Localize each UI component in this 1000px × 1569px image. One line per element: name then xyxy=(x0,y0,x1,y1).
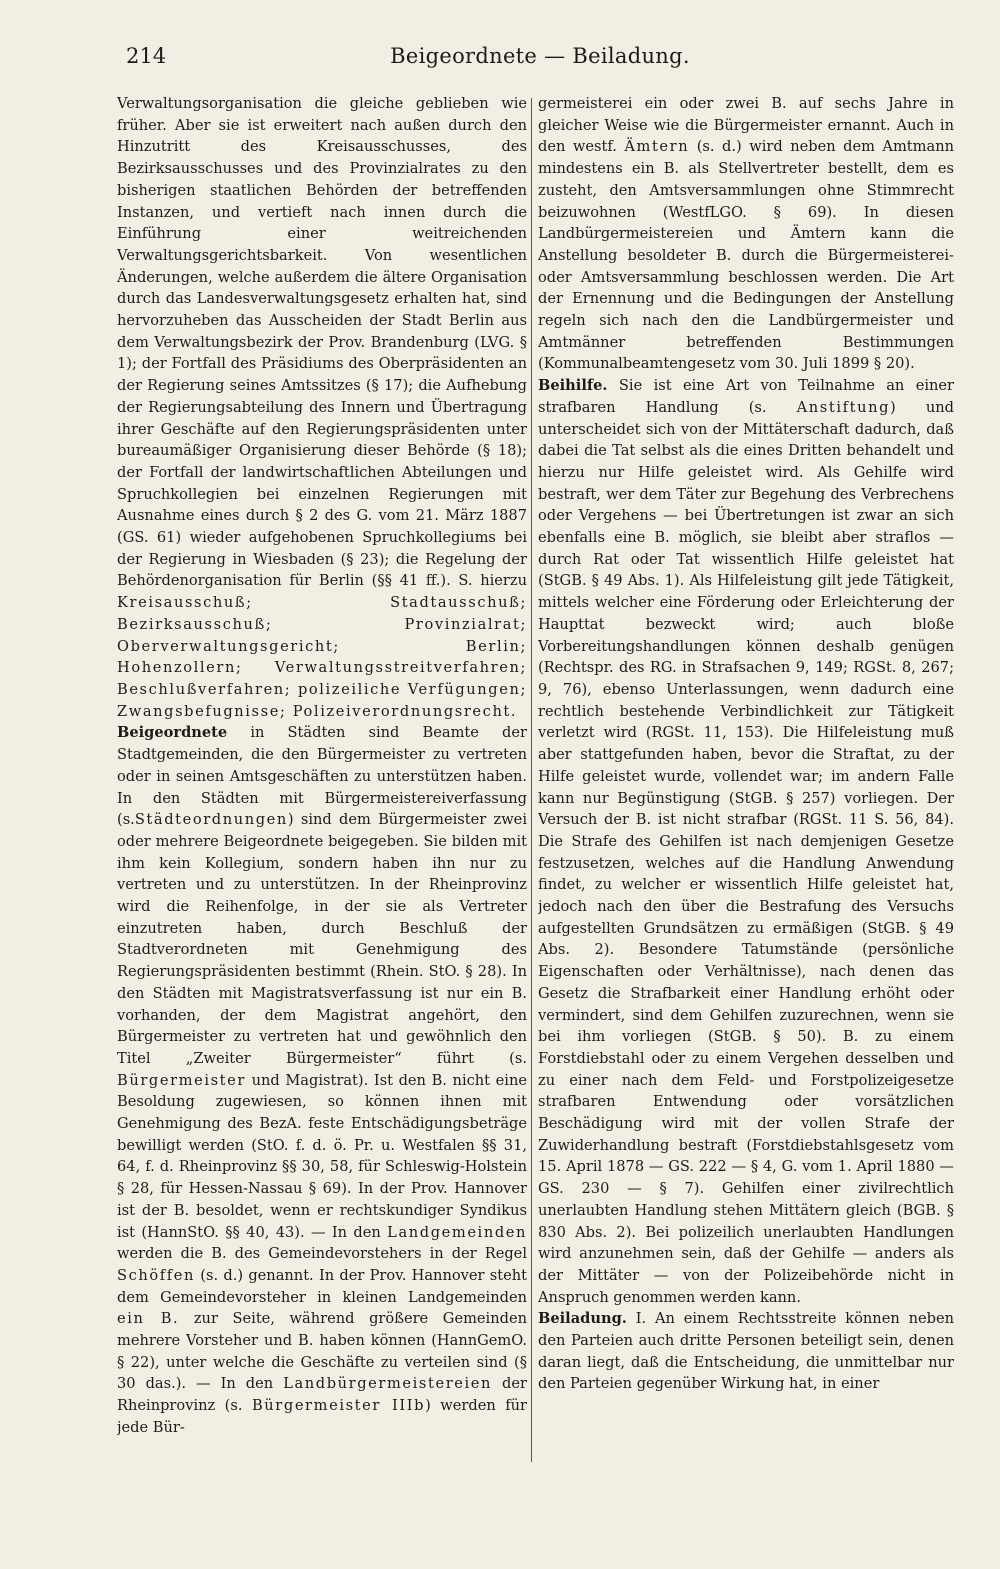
entry-text: (s. d.) genannt. In der Prov. Hannover steht dem Gemeindevorsteher in kleinen Landgemeinden xyxy=(117,1266,527,1306)
column-divider xyxy=(531,98,532,1462)
entry-headword: Beiladung. xyxy=(538,1310,627,1328)
cross-reference: Kreisausschuß; Stadtausschuß; Bezirksausschuß; Provinzialrat; Oberverwaltungsgericht; Berlin; Hohenzollern; Verwaltungsstreitverfahren; Beschlußverfahren; polizeiliche Verfügungen; Zwangsbefugnisse; Polizeiverordnungsrecht. xyxy=(117,594,527,720)
cross-reference: Bürgermeister IIIb xyxy=(251,1397,426,1415)
paragraph-text: (s. d.) wird neben dem Amtmann mindestens ein B. als Stellvertreter bestellt, dem es zusteht, den Amtsversammlungen ohne Stimmrecht beizuwohnen (WestfLGO. § 69). In diesen Landbürgermeistereien und Ämtern kann die Anstellung besoldeter B. durch die Bürgermeisterei- oder Amtsversammlung beschlossen werden. Die Art der Ernennung und die Bedingungen der Anstellung regeln sich nach den die Landbürgermeister und Amtmänner betreffenden Bestimmungen (Kommunalbeamtengesetz vom 30. Juli 1899 § 20). xyxy=(538,138,954,373)
cross-reference: Anstiftung xyxy=(796,398,891,416)
entry-text: Sie ist eine Art von Teilnahme an einer strafbaren Handlung (s. xyxy=(538,377,954,416)
entry-text: I. An einem Rechtsstreite können neben den Parteien auch dritte Personen beteiligt sein, denen daran liegt, daß die Entscheidung, die unmittelbar nur den Parteien gegenüber Wirkung hat, in einer xyxy=(538,1310,954,1393)
entry-beigeordnete xyxy=(117,722,527,1438)
entry-text: ) sind dem Bürgermeister zwei oder mehrere Beigeordnete beigegeben. Sie bilden mit ihm kein Kollegium, sondern haben ihn nur zu vertreten und zu unterstützen. In der Rheinprovinz wird die Reihenfolge, in der sie als Vertreter einzutreten haben, durch Beschluß der Stadtverordneten mit Genehmigung des Regierungspräsidenten bestimmt (Rhein. StO. § 28). In den Städten mit Magistratsverfassung ist nur ein B. vorhanden, der dem Magistrat angehört, den Bürgermeister zu vertreten hat und gewöhnlich den Titel „Zweiter Bürgermeister“ führt (s. xyxy=(117,811,527,1067)
page-number: 214 xyxy=(126,44,167,68)
running-head: Beigeordnete — Beiladung. xyxy=(390,44,690,68)
cross-reference: Bürgermeister xyxy=(117,1071,246,1089)
entry-text: ) werden für jede Bür- xyxy=(117,1397,527,1436)
paragraph-text: Verwaltungsorganisation die gleiche geblieben wie früher. Aber sie ist erweitert nach außen durch den Hinzutritt des Kreisausschusses, des Bezirksausschusses und des Provinzialrates zu den bisherigen staatlichen Behörden der betreffenden Instanzen, und vertieft nach innen durch die Einführung einer weitreichenden Verwaltungsgerichtsbarkeit. Von wesentlichen Änderungen, welche außerdem die ältere Organisation durch das Landesverwaltungsgesetz erhalten hat, sind hervorzuheben das Ausscheiden der Stadt Berlin aus dem Verwaltungsbezirk der Prov. Brandenburg (LVG. § 1); der Fortfall des Präsidiums des Oberpräsidenten an der Regierung seines Amtssitzes (§ 17); die Aufhebung der Regierungsabteilung des Innern und Übertragung ihrer Geschäfte auf den Regierungspräsidenten unter bureaumäßiger Organisierung dieser Behörde (§ 18); der Fortfall der landwirtschaftlichen Abteilungen und Spruchkollegien bei einzelnen Regierungen mit Ausnahme eines durch § 2 des G. vom 21. März 1887 (GS. 61) wieder aufgehobenen Spruchkollegiums bei der Regierung in Wiesbaden (§ 23); die Regelung der Behördenorganisation für Berlin (§§ 41 ff.). S. hierzu xyxy=(117,95,527,590)
cross-reference: Landbürgermeistereien xyxy=(283,1375,493,1393)
entry-text: werden die B. des Gemeindevorstehers in der Regel xyxy=(117,1245,527,1263)
entry-beiladung xyxy=(538,1308,954,1395)
entry-headword: Beihilfe. xyxy=(538,377,608,395)
cross-reference: Städteordnungen xyxy=(134,811,288,829)
entry-headword: Beigeordnete xyxy=(117,724,228,742)
entry-text: und Magistrat). Ist den B. nicht eine Besoldung zugewiesen, so können ihnen mit Genehmigung des BezA. feste Entschädigungsbeträge bewilligt werden (StO. f. d. ö. Pr. u. Westfalen §§ 31, 64, f. d. Rheinprovinz §§ 30, 58, für Schleswig-Holstein § 28, für Hessen-Nassau § 69). In der Prov. Hannover ist der B. besoldet, wenn er rechtskundiger Syndikus ist (HannStO. §§ 40, 43). — In den xyxy=(117,1071,527,1241)
cross-reference: ein B. xyxy=(117,1310,180,1328)
cross-reference: Landgemeinden xyxy=(387,1223,527,1241)
cross-reference: Ämtern xyxy=(624,138,690,156)
paragraph-verwaltungsorganisation xyxy=(117,93,527,722)
paragraph-continuation xyxy=(538,93,954,375)
entry-text: der Rheinprovinz (s. xyxy=(117,1375,527,1415)
entry-text: zur Seite, während größere Gemeinden mehrere Vorsteher und B. haben können (HannGemO. § 22), unter welche die Geschäfte zu verteilen sind (§ 30 das.). — In den xyxy=(117,1310,527,1393)
entry-beihilfe xyxy=(538,375,954,1308)
entry-text: ) und unterscheidet sich von der Mittäterschaft dadurch, daß dabei die Tat selbst als die eines Dritten behandelt und hierzu nur Hilfe geleistet wird. Als Gehilfe wird bestraft, wer dem Täter zur Begehung des Verbrechens oder Vergehens — bei Übertretungen ist zwar an sich ebenfalls eine B. möglich, sie bleibt aber straflos — durch Rat oder Tat wissentlich Hilfe geleistet hat (StGB. § 49 Abs. 1). Als Hilfeleistung gilt jede Tätigkeit, mittels welcher eine Förderung oder Erleichterung der Haupttat bezweckt wird; auch bloße Vorbereitungshandlungen können deshalb genügen (Rechtspr. des RG. in Strafsachen 9, 149; RGSt. 8, 267; 9, 76), ebenso Unterlassungen, wenn dadurch eine rechtlich bestehende Verbindlichkeit zur Tätigkeit verletzt wird (RGSt. 11, 153). Die Hilfeleistung muß aber stattgefunden haben, bevor die Straftat, zu der Hilfe geleistet wurde, vollendet war; im andern Falle kann nur Begünstigung (StGB. § 257) vorliegen. Der Versuch der B. ist nicht strafbar (RGSt. 11 S. 56, 84). Die Strafe des Gehilfen ist nach demjenigen Gesetze festzusetzen, welches auf die Handlung Anwendung findet, zu welcher er wissentlich Hilfe geleistet hat, jedoch nach den über die Bestrafung des Versuchs aufgestellten Grundsätzen zu ermäßigen (StGB. § 49 Abs. 2). Besondere Tatumstände (persönliche Eigenschaften oder Verhältnisse), nach denen das Gesetz die Strafbarkeit einer Handlung erhöht oder vermindert, sind dem Gehilfen zuzurechnen, wenn sie bei ihm vorliegen (StGB. § 50). B. zu einem Forstdiebstahl oder zu einem Vergehen desselben und zu einer nach dem Feld- und Forstpolizeigesetze strafbaren Entwendung oder vorsätzlichen Beschädigung wird mit der vollen Strafe der Zuwiderhandlung bestraft (Forstdiebstahlsgesetz vom 15. April 1878 — GS. 222 — § 4, G. vom 1. April 1880 — GS. 230 — § 7). Gehilfen einer zivilrechtlich unerlaubten Handlung stehen Mittätern gleich (BGB. § 830 Abs. 2). Bei polizeilich unerlaubten Handlungen wird anzunehmen sein, daß der Gehilfe — anders als der Mittäter — von der Polizeibehörde nicht in Anspruch genommen werden kann. xyxy=(538,398,954,1306)
paragraph-text: germeisterei ein oder zwei B. auf sechs Jahre in gleicher Weise wie die Bürgermeister ernannt. Auch in den westf. xyxy=(538,95,954,156)
page-header xyxy=(120,40,960,74)
right-column xyxy=(538,93,954,1469)
left-column xyxy=(117,93,527,1469)
entry-text: in Städten sind Beamte der Stadtgemeinden, die den Bürgermeister zu vertreten oder in seinen Amtsgeschäften zu unterstützen haben. In den Städten mit Bürgermeistereiverfassung (s. xyxy=(117,724,527,829)
cross-reference: Schöffen xyxy=(117,1266,195,1284)
